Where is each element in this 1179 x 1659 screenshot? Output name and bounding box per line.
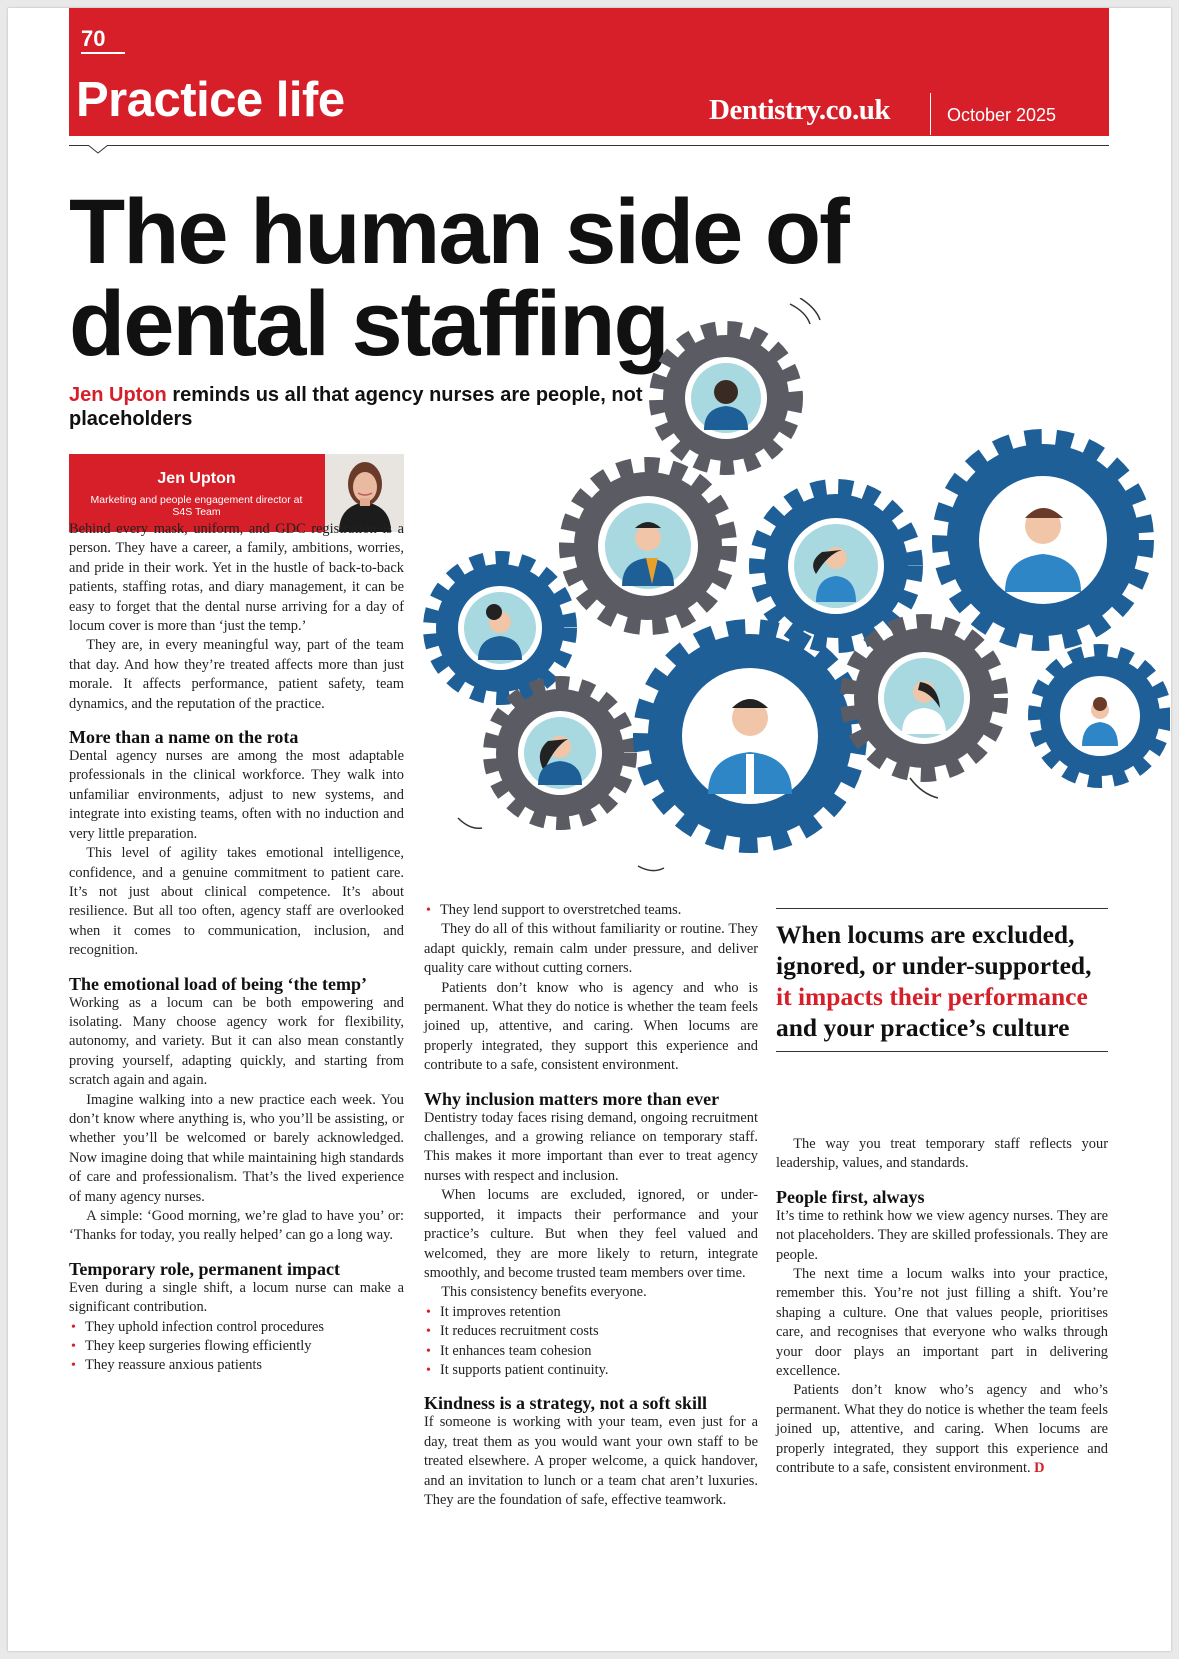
list-item: • They keep surgeries flowing efficiently	[69, 1337, 404, 1356]
column-middle	[424, 901, 758, 1510]
inclusion-paragraph-3: This consistency benefits everyone.	[441, 1284, 647, 1301]
magazine-page	[8, 8, 1171, 1651]
intro-paragraph-1: Behind every mask, uniform, and GDC registration is a person. They have a career, a family, ambitions, worries, and pride in their work. Yet in the hustle of back-to-back patients, staffing rotas, and diary management, it can be easy to forget that the dental nurse arriving for a day of locum cover is more than ‘just the temp.’	[69, 521, 404, 635]
section-banner	[69, 8, 1109, 136]
load-paragraph-1: Working as a locum can be both empowering and isolating. Many choose agency work for flexibility, autonomy, and variety. But it can also mean constantly proving yourself, adapting quickly, and starting from scratch again and again.	[69, 994, 404, 1089]
list-item: • They lend support to overstretched teams.	[424, 901, 758, 920]
people-paragraph-2: The next time a locum walks into your practice, remember this. You’re not just filling a shift. You’re shaping a culture. One that values people, prioritises care, and recognises that everyone who walks through your door plays an important part in delivering excellence.	[776, 1266, 1108, 1380]
inclusion-paragraph-2: When locums are excluded, ignored, or under-supported, it impacts their performance and your practice’s culture. But when they feel valued and welcomed, they are more likely to return, integrate smoothly, and become trusted team members over time.	[424, 1187, 758, 1281]
page-number: 70	[81, 26, 106, 51]
temp-paragraph-3: Patients don’t know who is agency and who is permanent. What they do notice is whether the team feels joined up, attentive, and caring. When locums are properly integrated, they support this experience and contribute to a safe, consistent environment.	[424, 979, 758, 1074]
headline-line-1: The human side of	[69, 181, 848, 283]
gears-with-people-illustration	[418, 298, 1170, 878]
column-left	[69, 520, 404, 1376]
kindness-paragraph-2: The way you treat temporary staff reflects your leadership, values, and standards.	[776, 1136, 1108, 1172]
standfirst-text: reminds us all that agency nurses are people, not placeholders	[69, 384, 643, 430]
brand-divider	[930, 93, 931, 135]
rota-paragraph-1: Dental agency nurses are among the most adaptable professionals in the clinical workforce. They walk into unfamiliar environments, adjust to new systems, and integrate into existing teams, often with no induction and very little preparation.	[69, 748, 404, 842]
intro-paragraph-2: They are, in every meaningful way, part of the team that day. And how they’re treated affects more than just morale. It affects performance, patient safety, team dynamics, and the reputation of the practice.	[69, 637, 404, 712]
list-item: • It improves retention	[424, 1303, 758, 1322]
list-item: • They uphold infection control procedures	[69, 1318, 404, 1337]
rule-notch	[88, 145, 108, 155]
section-title: Practice life	[76, 73, 345, 127]
end-mark: D	[1034, 1460, 1045, 1477]
people-paragraph-3	[776, 1381, 1108, 1478]
kindness-paragraph-1: If someone is working with your team, even just for a day, treat them as you would want your own staff to be treated elsewhere. A proper welcome, a quick handover, and an invitation to lunch or a team chat aren’t luxuries. They are the foundation of safe, effective teamwork.	[424, 1414, 758, 1508]
brand-name: Dentistry.co.uk	[709, 94, 890, 126]
headline-line-2: dental staffing	[69, 273, 668, 375]
people-paragraph-3-text: Patients don’t know who’s agency and who’s permanent. What they do notice is whether the team feels joined up, attentive, and caring. When locums are properly integrated, they support this experience and contribute to a safe, consistent environment.	[776, 1382, 1108, 1477]
subhead-temporary-role: Temporary role, permanent impact	[69, 1258, 340, 1279]
column-right	[776, 1135, 1108, 1479]
subhead-kindness: Kindness is a strategy, not a soft skill	[424, 1393, 708, 1414]
load-paragraph-3: A simple: ‘Good morning, we’re glad to have you’ or: ‘Thanks for today, you really helped’ can go a long way.	[69, 1208, 404, 1244]
inclusion-paragraph-1: Dentistry today faces rising demand, ongoing recruitment challenges, and a growing reliance on temporary staff. This makes it more important than ever to treat agency nurses with respect and inclusion.	[424, 1109, 758, 1184]
pullquote-highlight: it impacts their performance	[776, 982, 1088, 1011]
list-item: • It supports patient continuity.	[424, 1361, 758, 1380]
pull-quote	[776, 908, 1108, 1052]
temp-paragraph-2: They do all of this without familiarity or routine. They adapt quickly, remain calm under pressure, and deliver quality care without cutting corners.	[424, 921, 758, 977]
pullquote-part-2: and your practice’s culture	[776, 1013, 1070, 1042]
people-paragraph-1: It’s time to rethink how we view agency nurses. They are not placeholders. They are skilled professionals. They are people.	[776, 1207, 1108, 1263]
temp-bullet-list	[69, 1318, 404, 1376]
pullquote-part-1: When locums are excluded, ignored, or under-supported,	[776, 920, 1092, 980]
temp-paragraph-1: Even during a single shift, a locum nurse can make a significant contribution.	[69, 1279, 404, 1316]
subhead-emotional-load: The emotional load of being ‘the temp’	[69, 973, 367, 994]
inclusion-bullet-list	[424, 1303, 758, 1381]
author-name: Jen Upton	[157, 470, 236, 487]
list-item: • It enhances team cohesion	[424, 1342, 758, 1361]
load-paragraph-2: Imagine walking into a new practice each week. You don’t know where anything is, who you’ll be assisting, or whether you’ll be welcomed or barely acknowledged. Now imagine doing that while maintaining high standards of care and professionalism. That’s the lived experience of many agency nurses.	[69, 1091, 404, 1205]
issue-date: October 2025	[947, 105, 1057, 125]
page-number-rule	[81, 52, 125, 54]
header-rule	[69, 145, 1109, 146]
subhead-rota: More than a name on the rota	[69, 727, 299, 748]
rota-paragraph-2: This level of agility takes emotional intelligence, confidence, and a genuine commitment to patient care. It’s not just about clinical competence. It’s about resilience. But all too often, agency staff are overlooked when it comes to communication, inclusion, and recognition.	[69, 845, 404, 959]
list-item: • They reassure anxious patients	[69, 1356, 404, 1375]
standfirst-author: Jen Upton	[69, 384, 167, 406]
subhead-inclusion: Why inclusion matters more than ever	[424, 1088, 720, 1109]
author-role: Marketing and people engagement director at S4S Team	[90, 494, 303, 519]
subhead-people-first: People first, always	[776, 1186, 925, 1207]
list-item: • It reduces recruitment costs	[424, 1322, 758, 1341]
temp-bullet-list-continued	[424, 901, 758, 920]
